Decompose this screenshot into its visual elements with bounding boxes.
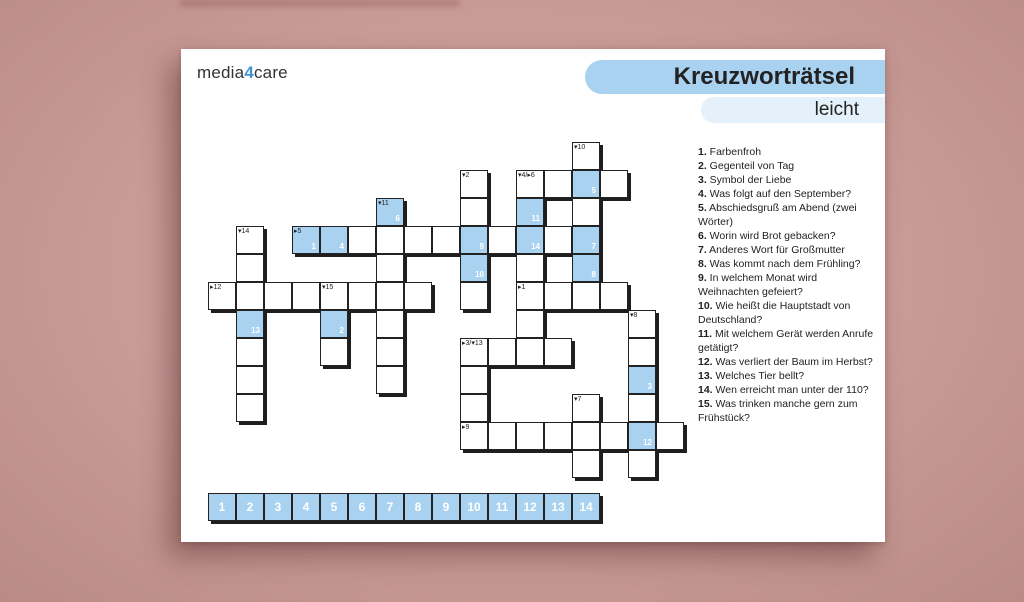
clue-number: 1. xyxy=(698,146,707,158)
clue-item xyxy=(698,327,878,355)
grid-cell[interactable] xyxy=(572,142,600,170)
solution-cell[interactable]: 13 xyxy=(544,493,572,521)
grid-cell[interactable] xyxy=(348,226,376,254)
brand-logo xyxy=(197,63,288,83)
clue-item xyxy=(698,355,878,369)
grid-cell[interactable] xyxy=(628,450,656,478)
grid-cell[interactable] xyxy=(320,338,348,366)
clue-number-mark: ▾11 xyxy=(378,200,389,207)
grid-cell[interactable] xyxy=(516,254,544,282)
grid-cell[interactable] xyxy=(628,310,656,338)
clue-text: Abschiedsgruß am Abend (zwei Wörter) xyxy=(698,202,857,228)
grid-cell[interactable] xyxy=(572,422,600,450)
grid-cell[interactable] xyxy=(572,170,600,198)
solution-index-mark: 4 xyxy=(339,242,344,251)
clue-item xyxy=(698,201,878,229)
clue-text: Was kommt nach dem Frühling? xyxy=(706,258,861,270)
clue-item xyxy=(698,145,878,159)
grid-cell[interactable] xyxy=(488,226,516,254)
clue-item xyxy=(698,173,878,187)
grid-cell[interactable] xyxy=(348,282,376,310)
grid-cell[interactable] xyxy=(236,394,264,422)
grid-cell[interactable] xyxy=(460,394,488,422)
grid-cell[interactable] xyxy=(376,338,404,366)
solution-index-mark: 8 xyxy=(591,270,596,279)
grid-cell[interactable] xyxy=(460,338,488,366)
clue-item xyxy=(698,187,878,201)
clue-number-mark: ▸9 xyxy=(462,424,470,431)
solution-index-mark: 13 xyxy=(251,326,260,335)
solution-cell[interactable]: 12 xyxy=(516,493,544,521)
grid-cell[interactable] xyxy=(572,198,600,226)
grid-cell[interactable] xyxy=(572,226,600,254)
solution-cell[interactable]: 3 xyxy=(264,493,292,521)
clue-text: Worin wird Brot gebacken? xyxy=(706,230,836,242)
grid-cell[interactable] xyxy=(516,170,544,198)
clue-number: 7. xyxy=(698,244,707,256)
grid-cell[interactable] xyxy=(460,282,488,310)
grid-cell[interactable] xyxy=(376,226,404,254)
top-shadow xyxy=(180,0,460,6)
solution-cell[interactable]: 6 xyxy=(348,493,376,521)
grid-cell[interactable] xyxy=(628,394,656,422)
solution-index-mark: 5 xyxy=(591,186,596,195)
grid-cell[interactable] xyxy=(460,422,488,450)
worksheet xyxy=(181,49,885,542)
grid-cell[interactable] xyxy=(236,226,264,254)
grid-cell[interactable] xyxy=(376,198,404,226)
grid-cell[interactable] xyxy=(376,282,404,310)
grid-cell[interactable] xyxy=(572,254,600,282)
clue-number: 13. xyxy=(698,370,713,382)
grid-cell[interactable] xyxy=(236,282,264,310)
page-title: Kreuzworträtsel xyxy=(673,63,855,90)
clue-text: In welchem Monat wird Weihnachten gefeiert? xyxy=(698,272,818,298)
solution-cell[interactable]: 1 xyxy=(208,493,236,521)
solution-cell[interactable]: 14 xyxy=(572,493,600,521)
clue-number: 9. xyxy=(698,272,707,284)
grid-cell[interactable] xyxy=(544,170,572,198)
clue-number: 2. xyxy=(698,160,707,172)
clue-text: Was trinken manche gern zum Frühstück? xyxy=(698,398,858,424)
solution-cell[interactable]: 7 xyxy=(376,493,404,521)
solution-index-mark: 12 xyxy=(643,438,652,447)
clue-text: Wen erreicht man unter der 110? xyxy=(712,384,869,396)
solution-index-mark: 2 xyxy=(339,326,344,335)
grid-cell[interactable] xyxy=(460,170,488,198)
clue-number: 3. xyxy=(698,174,707,186)
clue-number: 12. xyxy=(698,356,713,368)
solution-index-mark: 3 xyxy=(647,382,652,391)
clue-number-mark: ▾8 xyxy=(630,312,638,319)
clue-number-mark: ▸12 xyxy=(210,284,222,291)
grid-cell[interactable] xyxy=(628,422,656,450)
difficulty-banner xyxy=(701,97,885,123)
clue-text: Gegenteil von Tag xyxy=(706,160,795,172)
solution-cell[interactable]: 9 xyxy=(432,493,460,521)
clue-item xyxy=(698,271,878,299)
grid-cell[interactable] xyxy=(208,282,236,310)
grid-cell[interactable] xyxy=(516,422,544,450)
solution-cell[interactable]: 10 xyxy=(460,493,488,521)
grid-cell[interactable] xyxy=(488,338,516,366)
clue-item xyxy=(698,243,878,257)
clue-item xyxy=(698,369,878,383)
grid-cell[interactable] xyxy=(376,366,404,394)
grid-cell[interactable] xyxy=(264,282,292,310)
grid-cell[interactable] xyxy=(460,366,488,394)
title-banner xyxy=(585,60,885,94)
grid-cell[interactable] xyxy=(544,226,572,254)
grid-cell[interactable] xyxy=(600,422,628,450)
grid-cell[interactable] xyxy=(460,198,488,226)
grid-cell[interactable] xyxy=(236,254,264,282)
grid-cell[interactable] xyxy=(320,226,348,254)
grid-cell[interactable] xyxy=(516,226,544,254)
clue-number-mark: ▾4/▸6 xyxy=(518,172,535,179)
grid-cell[interactable] xyxy=(404,226,432,254)
grid-cell[interactable] xyxy=(628,366,656,394)
solution-index-mark: 14 xyxy=(531,242,540,251)
clue-item xyxy=(698,383,878,397)
clue-text: Wie heißt die Hauptstadt von Deutschland? xyxy=(698,300,851,326)
clue-number: 5. xyxy=(698,202,707,214)
grid-cell[interactable] xyxy=(236,310,264,338)
solution-cell[interactable]: 5 xyxy=(320,493,348,521)
clue-text: Was folgt auf den September? xyxy=(706,188,852,200)
clue-text: Mit welchem Gerät werden Anrufe getätigt? xyxy=(698,328,874,354)
grid-cell[interactable] xyxy=(376,254,404,282)
clue-number: 8. xyxy=(698,258,707,270)
clue-number-mark: ▾2 xyxy=(462,172,470,179)
grid-cell[interactable] xyxy=(320,282,348,310)
grid-cell[interactable] xyxy=(600,282,628,310)
grid-cell[interactable] xyxy=(572,394,600,422)
logo-prefix: media xyxy=(197,63,245,82)
clue-text: Farbenfroh xyxy=(706,146,762,158)
solution-index-mark: 9 xyxy=(479,242,484,251)
clue-item xyxy=(698,397,878,425)
grid-cell[interactable] xyxy=(516,310,544,338)
grid-cell[interactable] xyxy=(460,254,488,282)
grid-cell[interactable] xyxy=(488,422,516,450)
grid-cell[interactable] xyxy=(544,282,572,310)
grid-cell[interactable] xyxy=(516,282,544,310)
clue-number: 4. xyxy=(698,188,707,200)
grid-cell[interactable] xyxy=(460,226,488,254)
clue-number: 14. xyxy=(698,384,713,396)
clue-number: 11. xyxy=(698,328,713,340)
grid-cell[interactable] xyxy=(656,422,684,450)
clue-text: Symbol der Liebe xyxy=(706,174,792,186)
grid-cell[interactable] xyxy=(600,170,628,198)
difficulty-label: leicht xyxy=(814,99,859,120)
clue-item xyxy=(698,257,878,271)
grid-cell[interactable] xyxy=(236,366,264,394)
clue-number-mark: ▾15 xyxy=(322,284,334,291)
grid-cell[interactable] xyxy=(236,338,264,366)
grid-cell[interactable] xyxy=(432,226,460,254)
solution-index-mark: 6 xyxy=(395,214,400,223)
solution-index-mark: 11 xyxy=(531,214,540,223)
solution-index-mark: 10 xyxy=(475,270,484,279)
clue-number: 10. xyxy=(698,300,713,312)
grid-cell[interactable] xyxy=(628,338,656,366)
logo-suffix: care xyxy=(253,63,288,82)
solution-cell[interactable]: 4 xyxy=(292,493,320,521)
clue-number-mark: ▸3/▾13 xyxy=(462,340,483,347)
grid-cell[interactable] xyxy=(376,310,404,338)
clue-number-mark: ▸1 xyxy=(518,284,526,291)
grid-cell[interactable] xyxy=(516,198,544,226)
clue-number: 6. xyxy=(698,230,707,242)
grid-cell[interactable] xyxy=(544,422,572,450)
logo-digit: 4 xyxy=(244,63,254,82)
clue-text: Anderes Wort für Großmutter xyxy=(706,244,845,256)
solution-index-mark: 1 xyxy=(311,242,316,251)
grid-cell[interactable] xyxy=(572,450,600,478)
clue-number-mark: ▾7 xyxy=(574,396,582,403)
solution-cell[interactable]: 11 xyxy=(488,493,516,521)
clue-text: Welches Tier bellt? xyxy=(712,370,805,382)
solution-cell[interactable]: 8 xyxy=(404,493,432,521)
grid-cell[interactable] xyxy=(292,226,320,254)
clue-number-mark: ▾10 xyxy=(574,144,586,151)
grid-cell[interactable] xyxy=(404,282,432,310)
clue-item xyxy=(698,229,878,243)
clue-item xyxy=(698,299,878,327)
solution-index-mark: 7 xyxy=(591,242,596,251)
clue-number-mark: ▸5 xyxy=(294,228,302,235)
clue-list xyxy=(698,145,878,425)
grid-cell[interactable] xyxy=(320,310,348,338)
clue-text: Was verliert der Baum im Herbst? xyxy=(712,356,873,368)
grid-cell[interactable] xyxy=(516,338,544,366)
clue-item xyxy=(698,159,878,173)
grid-cell[interactable] xyxy=(572,282,600,310)
solution-cell[interactable]: 2 xyxy=(236,493,264,521)
grid-cell[interactable] xyxy=(544,338,572,366)
grid-cell[interactable] xyxy=(292,282,320,310)
clue-number-mark: ▾14 xyxy=(238,228,250,235)
clue-number: 15. xyxy=(698,398,713,410)
